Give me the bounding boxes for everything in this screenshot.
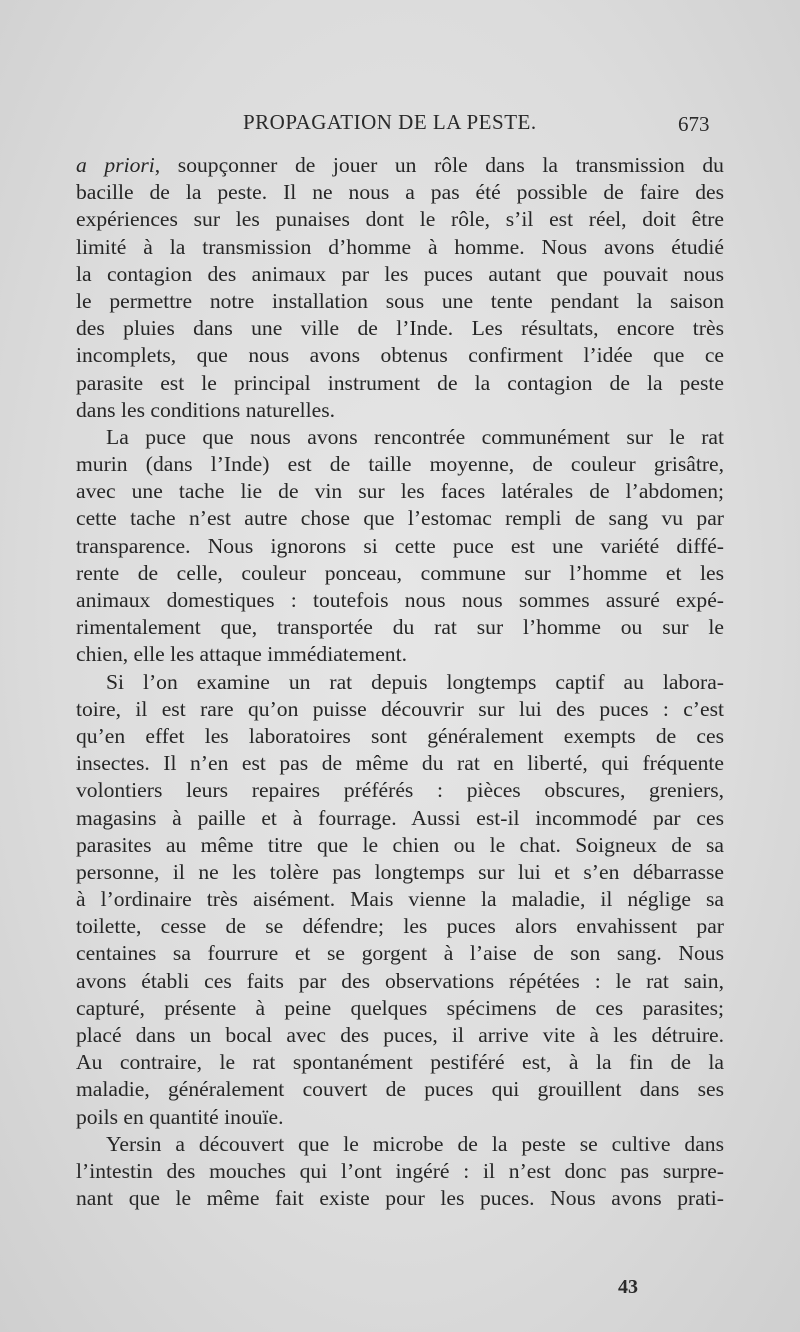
text-line: la contagion des animaux par les puces autant que pouvait nous (76, 261, 724, 286)
text-line: La puce que nous avons rencontrée communément sur le rat (106, 424, 724, 449)
paragraph (76, 669, 724, 1131)
text-line: expériences sur les punaises dont le rôle, s’il est réel, doit être (76, 207, 724, 232)
text-line (76, 152, 724, 179)
text-line: maladie, généralement couvert de puces qui grouillent dans ses (76, 1077, 724, 1102)
text-line: murin (dans l’Inde) est de taille moyenne, de couleur grisâtre, (76, 452, 724, 477)
text-line: incomplets, que nous avons obtenus confirment l’idée que ce (76, 343, 724, 368)
italic-phrase: a priori (76, 153, 155, 177)
text-line: insectes. Il n’en est pas de même du rat en liberté, qui fréquente (76, 751, 724, 776)
text-line: capturé, présente à peine quelques spécimens de ces parasites; (76, 995, 724, 1020)
text-line: chien, elle les attaque immédiatement. (76, 642, 407, 667)
text-line: limité à la transmission d’homme à homme. Nous avons étudié (76, 234, 724, 259)
text-line: personne, il ne les tolère pas longtemps sur lui et s’en débarrasse (76, 859, 724, 884)
text-line: des pluies dans une ville de l’Inde. Les résultats, encore très (76, 316, 724, 341)
page-number: 673 (678, 112, 710, 136)
text-line: à l’ordinaire très aisément. Mais vienne la maladie, il néglige sa (76, 887, 724, 912)
text-line: poils en quantité inouïe. (76, 1104, 284, 1129)
paragraph (76, 1131, 724, 1213)
text-line: cette tache n’est autre chose que l’estomac rempli de sang vu par (76, 506, 724, 531)
running-title: PROPAGATION DE LA PESTE. (243, 110, 537, 134)
text-line: Si l’on examine un rat depuis longtemps captif au labora- (106, 669, 724, 694)
text-line: magasins à paille et à fourrage. Aussi est-il incommodé par ces (76, 805, 724, 830)
text-line: centaines sa fourrure et se gorgent à l’aise de son sang. Nous (76, 941, 724, 966)
text-line: volontiers leurs repaires préférés : pièces obscures, greniers, (76, 778, 724, 803)
text-line: Yersin a découvert que le microbe de la peste se cultive dans (106, 1131, 724, 1156)
paragraph (76, 152, 724, 424)
text-line: nant que le même fait existe pour les puces. Nous avons prati- (76, 1186, 724, 1211)
text-line: l’intestin des mouches qui l’ont ingéré : il n’est donc pas surpre- (76, 1158, 724, 1183)
text-line: rimentalement que, transportée du rat sur l’homme ou sur le (76, 615, 724, 640)
text-line: toilette, cesse de se défendre; les puces alors envahissent par (76, 914, 724, 939)
paragraph (76, 424, 724, 669)
text-line: qu’en effet les laboratoires sont généralement exempts de ces (76, 723, 724, 748)
text-line: Au contraire, le rat spontanément pestiféré est, à la fin de la (76, 1050, 724, 1075)
text-line: transparence. Nous ignorons si cette puce est une variété diffé- (76, 533, 724, 558)
text-line: le permettre notre installation sous une tente pendant la saison (76, 288, 724, 313)
text-line: parasite est le principal instrument de la contagion de la peste (76, 370, 724, 395)
page-header (0, 110, 800, 144)
signature-mark: 43 (618, 1276, 638, 1298)
text-line: bacille de la peste. Il ne nous a pas été possible de faire des (76, 180, 724, 205)
text-line: parasites au même titre que le chien ou le chat. Soigneux de sa (76, 832, 724, 857)
text-line-rest: , soupçonner de jouer un rôle dans la transmission du (154, 153, 724, 177)
text-line: rente de celle, couleur ponceau, commune sur l’homme et les (76, 560, 724, 585)
text-line: avons établi ces faits par des observations répétées : le rat sain, (76, 968, 724, 993)
text-line: toire, il est rare qu’on puisse découvrir sur lui des puces : c’est (76, 696, 724, 721)
text-line: dans les conditions naturelles. (76, 397, 336, 422)
body-text (76, 152, 724, 1212)
text-line: placé dans un bocal avec des puces, il arrive vite à les détruire. (76, 1023, 724, 1047)
text-line: avec une tache lie de vin sur les faces latérales de l’abdomen; (76, 479, 724, 504)
text-line: animaux domestiques : toutefois nous nous sommes assuré expé- (76, 588, 724, 612)
